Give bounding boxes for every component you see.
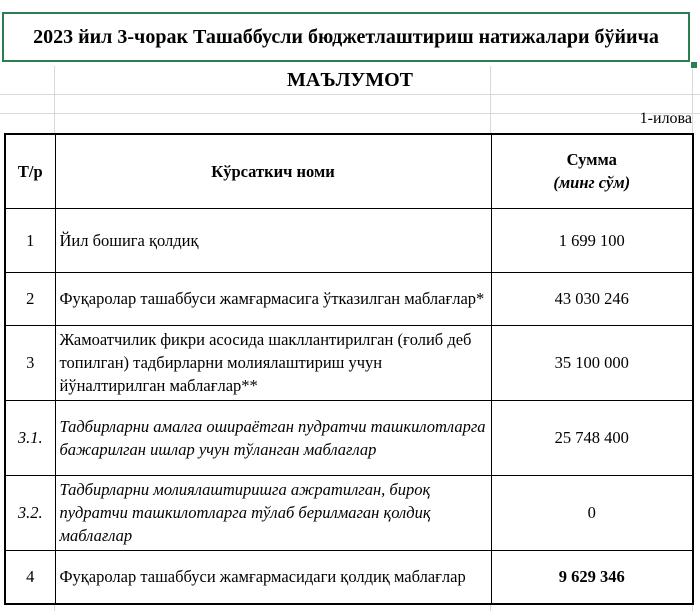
sum-unit-label: (минг сўм) — [553, 173, 631, 193]
document-subtitle: МАЪЛУМОТ — [287, 68, 413, 91]
row-sum: 25 748 400 — [491, 400, 693, 475]
row-number: 1 — [5, 208, 55, 272]
selected-title-cell[interactable] — [2, 12, 690, 62]
sum-header-label: Сумма — [566, 150, 617, 170]
table-row — [5, 325, 693, 400]
grid-line — [0, 94, 700, 95]
column-header-sum — [491, 134, 693, 208]
table-row — [5, 475, 693, 550]
row-indicator: Тадбирларни амалга ошираётган пудратчи ташкилотларга бажарилган ишлар учун тўланган маблағлар — [55, 400, 491, 475]
row-indicator: Йил бошига қолдиқ — [55, 208, 491, 272]
table-header-row — [5, 134, 693, 208]
row-number: 2 — [5, 272, 55, 325]
row-sum: 1 699 100 — [491, 208, 693, 272]
column-header-name: Кўрсаткич номи — [55, 134, 491, 208]
results-table — [4, 133, 694, 605]
row-sum: 9 629 346 — [491, 550, 693, 604]
row-sum: 35 100 000 — [491, 325, 693, 400]
report-title: 2023 йил 3-чорак Ташаббусли бюджетлаштириш натижалари бўйича — [33, 25, 659, 48]
row-indicator: Тадбирларни молиялаштиришга ажратилган, бироқ пудратчи ташкилотларга тўлаб берилмаган қолдиқ маблағлар — [55, 475, 491, 550]
column-header-num: Т/р — [5, 134, 55, 208]
row-number: 3 — [5, 325, 55, 400]
row-sum: 43 030 246 — [491, 272, 693, 325]
row-number: 3.2. — [5, 475, 55, 550]
table-row — [5, 208, 693, 272]
row-sum: 0 — [491, 475, 693, 550]
appendix-label: 1-илова — [639, 110, 692, 127]
table-row — [5, 272, 693, 325]
grid-line — [0, 113, 700, 114]
row-indicator: Жамоатчилик фикри асосида шакллантирилган (ғолиб деб топилган) тадбирларни молиялаштириш учун йўналтирилган маблағлар** — [55, 325, 491, 400]
row-number: 4 — [5, 550, 55, 604]
table-row — [5, 550, 693, 604]
row-indicator: Фуқаролар ташаббуси жамғармасидаги қолдиқ маблағлар — [55, 550, 491, 604]
row-indicator: Фуқаролар ташаббуси жамғармасига ўтказилган маблағлар* — [55, 272, 491, 325]
table-row — [5, 400, 693, 475]
row-number: 3.1. — [5, 400, 55, 475]
